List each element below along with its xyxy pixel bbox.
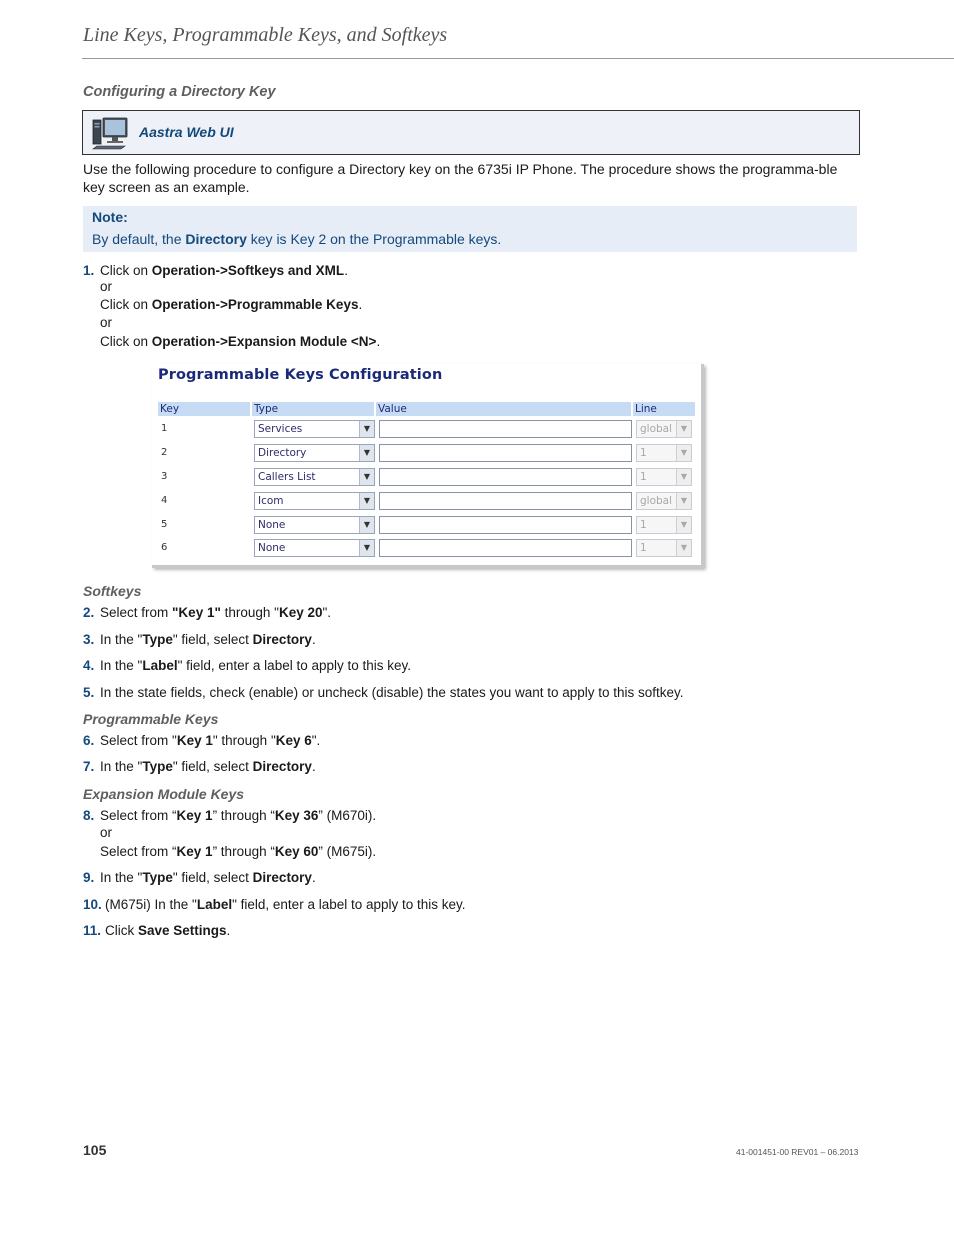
step-text: Click Save Settings. (105, 923, 231, 938)
step-number: 6. (83, 733, 95, 748)
programmable-keys-screenshot (152, 364, 704, 568)
step-number: 5. (83, 685, 95, 700)
line-select[interactable]: 1 ▼ (636, 516, 692, 534)
key-number: 6 (161, 542, 168, 553)
col-header-type: Type (252, 402, 374, 416)
note-text-post: key is Key 2 on the Programmable keys. (246, 231, 502, 247)
value-input[interactable] (379, 492, 632, 510)
note-title: Note: (92, 209, 128, 225)
web-ui-banner (82, 110, 860, 155)
key-number: 1 (161, 423, 168, 434)
web-ui-label: Aastra Web UI (139, 124, 234, 140)
note-box (83, 206, 857, 252)
step-or: or (100, 825, 113, 840)
step-number: 8. (83, 808, 95, 823)
chevron-down-icon: ▼ (359, 445, 374, 461)
line-select[interactable]: 1 ▼ (636, 444, 692, 462)
step-text: In the "Type" field, select Directory. (100, 759, 316, 774)
value-input[interactable] (379, 468, 632, 486)
softkeys-heading: Softkeys (83, 583, 142, 599)
programmable-keys-heading: Programmable Keys (83, 711, 219, 727)
type-select[interactable]: None ▼ (254, 516, 375, 534)
step-or: or (100, 315, 113, 330)
step-text: In the state fields, check (enable) or uncheck (disable) the states you want to apply to this softkey. (100, 685, 684, 700)
col-header-value: Value (376, 402, 631, 416)
step-number: 3. (83, 632, 95, 647)
chevron-down-icon: ▼ (676, 493, 691, 509)
col-header-line: Line (633, 402, 695, 416)
expansion-keys-heading: Expansion Module Keys (83, 786, 245, 802)
chevron-down-icon: ▼ (359, 469, 374, 485)
type-select[interactable]: Icom ▼ (254, 492, 375, 510)
step-text: In the "Type" field, select Directory. (100, 870, 316, 885)
value-input[interactable] (379, 420, 632, 438)
chevron-down-icon: ▼ (676, 445, 691, 461)
panel-title: Programmable Keys Configuration (158, 367, 443, 383)
chevron-down-icon: ▼ (676, 469, 691, 485)
line-select[interactable]: 1 ▼ (636, 539, 692, 557)
step-number: 1. (83, 263, 95, 278)
page-number: 105 (83, 1142, 107, 1158)
chevron-down-icon: ▼ (676, 421, 691, 437)
value-input[interactable] (379, 444, 632, 462)
step-number: 10. (83, 897, 102, 912)
type-select[interactable]: Directory ▼ (254, 444, 375, 462)
chevron-down-icon: ▼ (676, 540, 691, 556)
step-number: 7. (83, 759, 95, 774)
intro-paragraph: Use the following procedure to configure a Directory key on the 6735i IP Phone. The procedure shows the programma-ble key screen as an example. (83, 161, 838, 195)
line-select[interactable]: 1 ▼ (636, 468, 692, 486)
computer-icon (91, 116, 129, 150)
type-select[interactable]: None ▼ (254, 539, 375, 557)
chevron-down-icon: ▼ (359, 517, 374, 533)
value-input[interactable] (379, 539, 632, 557)
type-select[interactable]: Services ▼ (254, 420, 375, 438)
note-text (92, 231, 501, 247)
chevron-down-icon: ▼ (676, 517, 691, 533)
step-text: Click on Operation->Expansion Module <N>. (100, 334, 381, 349)
step-text: In the "Type" field, select Directory. (100, 632, 316, 647)
chevron-down-icon: ▼ (359, 540, 374, 556)
chapter-title: Line Keys, Programmable Keys, and Softkeys (83, 24, 448, 46)
line-select[interactable]: global ▼ (636, 492, 692, 510)
key-number: 3 (161, 471, 168, 482)
key-number: 4 (161, 495, 168, 506)
step-text: In the "Label" field, enter a label to apply to this key. (100, 658, 412, 673)
step-text: Click on Operation->Softkeys and XML. (100, 263, 348, 278)
chevron-down-icon: ▼ (359, 421, 374, 437)
document-id: 41-001451-00 REV01 – 06.2013 (736, 1147, 859, 1157)
step-number: 9. (83, 870, 95, 885)
note-text-pre: By default, the (92, 231, 186, 247)
step-text: Click on Operation->Programmable Keys. (100, 297, 363, 312)
key-number: 5 (161, 519, 168, 530)
value-input[interactable] (379, 516, 632, 534)
step-text: Select from “Key 1” through “Key 60” (M675i). (100, 844, 377, 859)
step-number: 2. (83, 605, 95, 620)
step-text: Select from "Key 1" through "Key 20". (100, 605, 332, 620)
step-text: Select from "Key 1" through "Key 6". (100, 733, 321, 748)
note-text-bold: Directory (185, 231, 247, 247)
type-select[interactable]: Callers List ▼ (254, 468, 375, 486)
step-number: 4. (83, 658, 95, 673)
section-title: Configuring a Directory Key (83, 84, 276, 100)
key-number: 2 (161, 447, 168, 458)
header-divider (82, 58, 954, 59)
col-header-key: Key (158, 402, 250, 416)
step-or: or (100, 279, 113, 294)
step-text: (M675i) In the "Label" field, enter a label to apply to this key. (105, 897, 466, 912)
line-select[interactable]: global ▼ (636, 420, 692, 438)
chevron-down-icon: ▼ (359, 493, 374, 509)
step-text: Select from “Key 1” through “Key 36” (M670i). (100, 808, 377, 823)
step-number: 11. (83, 923, 102, 938)
